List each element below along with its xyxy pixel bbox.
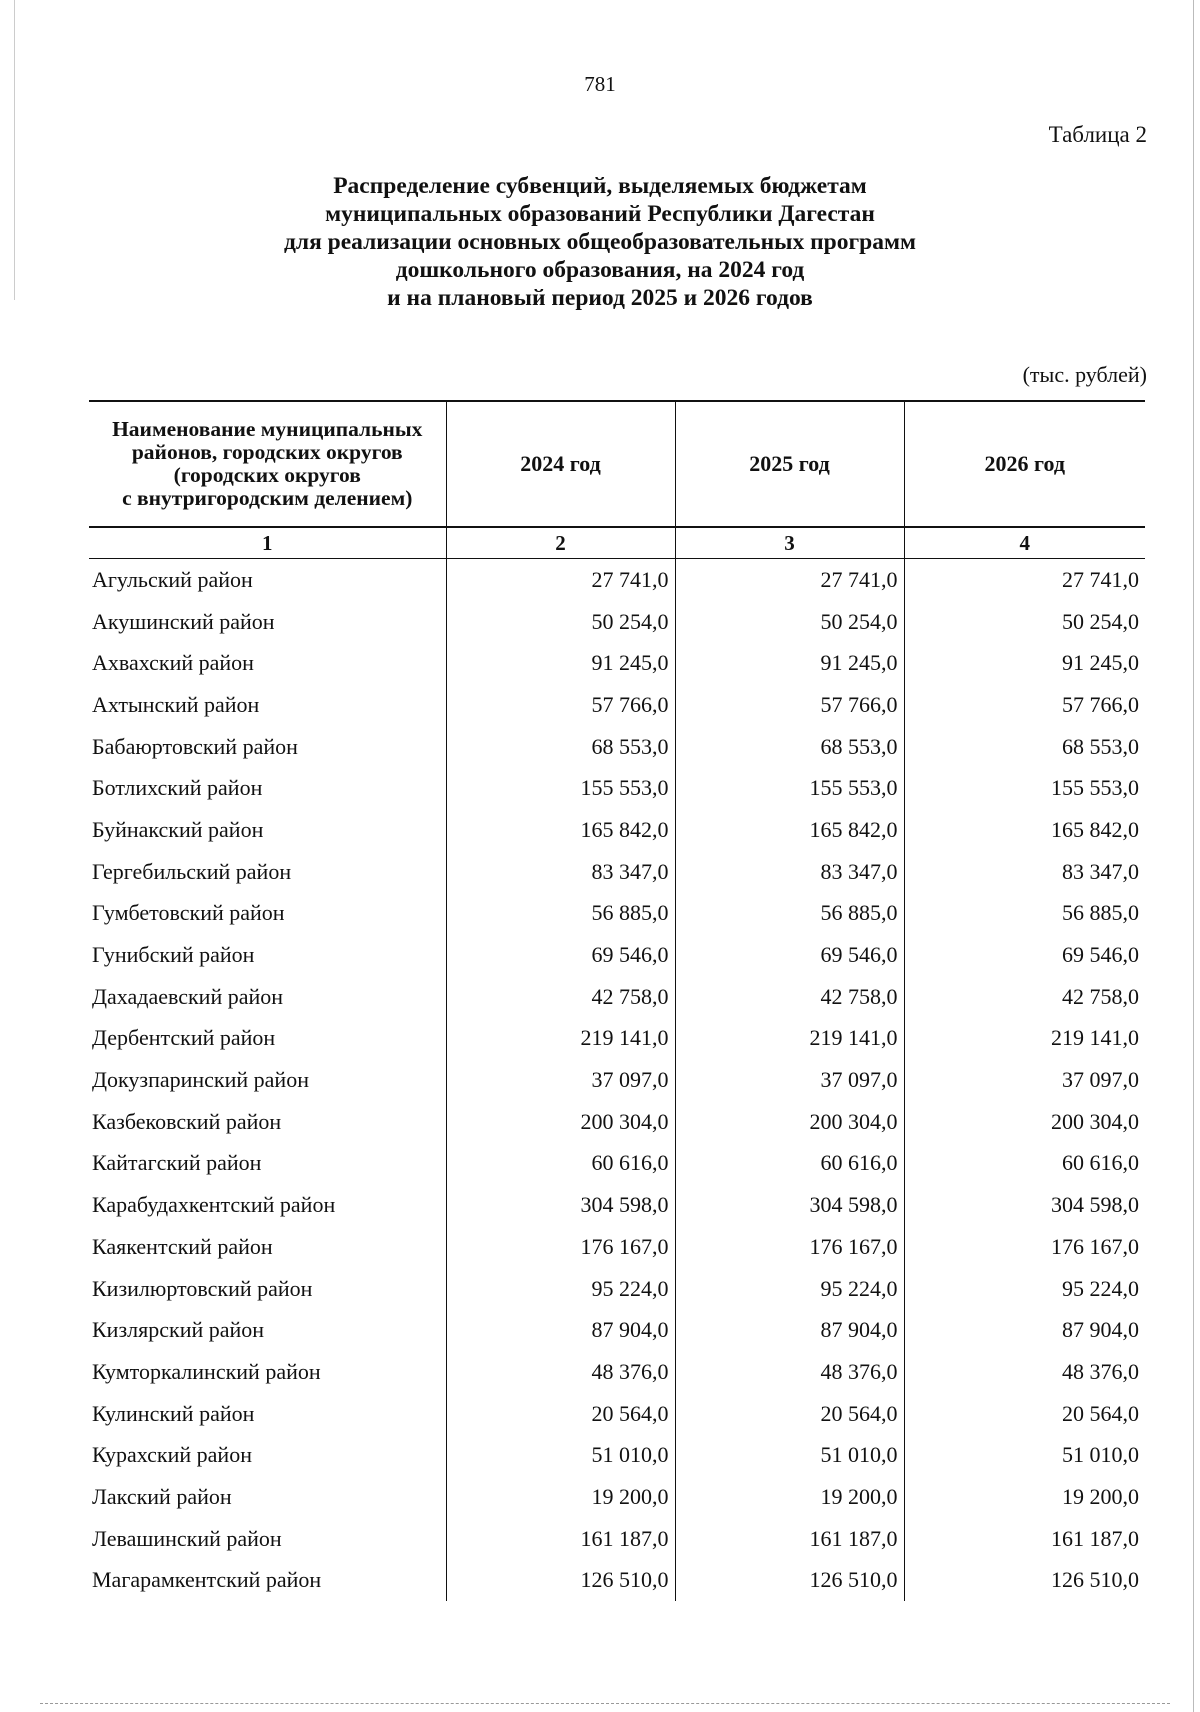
value-2025-cell: 27 741,0 [675,559,904,601]
value-2026-cell: 155 553,0 [904,767,1145,809]
value-2024-cell: 87 904,0 [446,1309,675,1351]
value-2026-cell: 56 885,0 [904,893,1145,935]
value-2024-cell: 60 616,0 [446,1143,675,1185]
value-2026-cell: 83 347,0 [904,851,1145,893]
column-header-2024: 2024 год [446,401,675,527]
value-2026-cell: 60 616,0 [904,1143,1145,1185]
value-2024-cell: 20 564,0 [446,1393,675,1435]
value-2025-cell: 165 842,0 [675,809,904,851]
district-name-cell: Ахтынский район [92,691,260,717]
value-2024-cell: 304 598,0 [446,1184,675,1226]
column-number: 4 [904,527,1145,559]
table-row [89,1560,1145,1602]
value-2024-cell: 165 842,0 [446,809,675,851]
value-2024-cell: 200 304,0 [446,1101,675,1143]
district-name-cell: Докузпаринский район [92,1067,309,1093]
table-row [89,684,1145,726]
value-2026-cell: 51 010,0 [904,1434,1145,1476]
title-line: и на плановый период 2025 и 2026 годов [387,285,813,311]
value-2025-cell: 176 167,0 [675,1226,904,1268]
value-2025-cell: 42 758,0 [675,976,904,1018]
table-row [89,1476,1145,1518]
district-name-cell: Акушинский район [92,608,275,634]
table-row [89,767,1145,809]
table-row [89,1101,1145,1143]
value-2026-cell: 176 167,0 [904,1226,1145,1268]
value-2025-cell: 91 245,0 [675,642,904,684]
value-2024-cell: 27 741,0 [446,559,675,601]
value-2024-cell: 50 254,0 [446,601,675,643]
value-2024-cell: 83 347,0 [446,851,675,893]
table-row [89,1018,1145,1060]
table-row [89,1184,1145,1226]
page-number: 781 [584,72,616,96]
table-row [89,809,1145,851]
value-2025-cell: 57 766,0 [675,684,904,726]
table-header [89,401,1145,559]
district-name-cell: Курахский район [92,1442,252,1468]
district-name-cell: Карабудахкентский район [92,1192,336,1218]
table-row [89,1226,1145,1268]
value-2024-cell: 56 885,0 [446,893,675,935]
value-2026-cell: 200 304,0 [904,1101,1145,1143]
district-name-cell: Магарамкентский район [92,1567,322,1593]
header-name-line: с внутригородским делением) [122,486,413,510]
value-2024-cell: 68 553,0 [446,726,675,768]
value-2024-cell: 91 245,0 [446,642,675,684]
value-2024-cell: 19 200,0 [446,1476,675,1518]
table-row [89,1518,1145,1560]
value-2026-cell: 91 245,0 [904,642,1145,684]
district-name-cell: Ахвахский район [92,650,254,676]
value-2025-cell: 50 254,0 [675,601,904,643]
header-name-line: Наименование муниципальных [112,417,423,441]
column-number: 1 [89,527,446,559]
value-2026-cell: 37 097,0 [904,1059,1145,1101]
units-label: (тыс. рублей) [1022,362,1147,387]
district-name-cell: Дахадаевский район [92,983,284,1009]
value-2024-cell: 48 376,0 [446,1351,675,1393]
district-name-cell: Кайтагский район [92,1150,262,1176]
value-2025-cell: 87 904,0 [675,1309,904,1351]
table-body [89,559,1145,1602]
title-line: для реализации основных общеобразовательных программ [284,229,916,255]
header-row [89,401,1145,527]
value-2025-cell: 219 141,0 [675,1018,904,1060]
value-2024-cell: 69 546,0 [446,934,675,976]
value-2024-cell: 219 141,0 [446,1018,675,1060]
table-row [89,1309,1145,1351]
value-2024-cell: 42 758,0 [446,976,675,1018]
value-2026-cell: 48 376,0 [904,1351,1145,1393]
district-name-cell: Бабаюртовский район [92,733,298,759]
column-header-2025: 2025 год [675,401,904,527]
value-2026-cell: 126 510,0 [904,1560,1145,1602]
column-header-2026: 2026 год [904,401,1145,527]
scan-bottom-edge [40,1703,1170,1704]
scan-edge-left [14,0,15,300]
title-line: муниципальных образований Республики Дагестан [325,201,875,227]
value-2024-cell: 95 224,0 [446,1268,675,1310]
title-line: Распределение субвенций, выделяемых бюджетам [333,173,867,199]
value-2025-cell: 200 304,0 [675,1101,904,1143]
district-name-cell: Кумторкалинский район [92,1358,321,1384]
table-row [89,1059,1145,1101]
value-2026-cell: 161 187,0 [904,1518,1145,1560]
table-row [89,1143,1145,1185]
value-2026-cell: 304 598,0 [904,1184,1145,1226]
table-row [89,851,1145,893]
value-2025-cell: 51 010,0 [675,1434,904,1476]
district-name-cell: Левашинский район [92,1525,282,1551]
column-number-row [89,527,1145,559]
value-2025-cell: 19 200,0 [675,1476,904,1518]
value-2025-cell: 20 564,0 [675,1393,904,1435]
value-2024-cell: 37 097,0 [446,1059,675,1101]
district-name-cell: Буйнакский район [92,816,264,842]
district-name-cell: Дербентский район [92,1025,276,1051]
table-row [89,893,1145,935]
district-name-cell: Кизлярский район [92,1317,265,1343]
district-name-cell: Агульский район [92,566,253,592]
value-2026-cell: 165 842,0 [904,809,1145,851]
table-row [89,1268,1145,1310]
district-name-cell: Гунибский район [92,942,255,968]
value-2025-cell: 304 598,0 [675,1184,904,1226]
header-name-line: районов, городских округов [131,440,403,464]
table-row [89,601,1145,643]
value-2024-cell: 51 010,0 [446,1434,675,1476]
value-2026-cell: 219 141,0 [904,1018,1145,1060]
table-row [89,1434,1145,1476]
table-row [89,976,1145,1018]
value-2024-cell: 126 510,0 [446,1560,675,1602]
district-name-cell: Кизилюртовский район [92,1275,313,1301]
column-number: 2 [446,527,675,559]
table-row [89,1393,1145,1435]
value-2026-cell: 27 741,0 [904,559,1145,601]
district-name-cell: Каякентский район [92,1233,273,1259]
scan-edge-right [1193,0,1194,1712]
value-2026-cell: 95 224,0 [904,1268,1145,1310]
document-title [100,172,1100,312]
table-row [89,1351,1145,1393]
value-2024-cell: 161 187,0 [446,1518,675,1560]
table-label: Таблица 2 [1048,122,1147,147]
value-2024-cell: 176 167,0 [446,1226,675,1268]
value-2026-cell: 20 564,0 [904,1393,1145,1435]
value-2026-cell: 19 200,0 [904,1476,1145,1518]
value-2026-cell: 69 546,0 [904,934,1145,976]
column-header-name [89,401,446,527]
district-name-cell: Кулинский район [92,1400,255,1426]
value-2024-cell: 155 553,0 [446,767,675,809]
value-2024-cell: 57 766,0 [446,684,675,726]
value-2025-cell: 56 885,0 [675,893,904,935]
value-2025-cell: 37 097,0 [675,1059,904,1101]
district-name-cell: Гумбетовский район [92,900,285,926]
value-2026-cell: 87 904,0 [904,1309,1145,1351]
value-2025-cell: 69 546,0 [675,934,904,976]
value-2026-cell: 68 553,0 [904,726,1145,768]
table-row [89,726,1145,768]
value-2025-cell: 48 376,0 [675,1351,904,1393]
value-2025-cell: 161 187,0 [675,1518,904,1560]
value-2026-cell: 42 758,0 [904,976,1145,1018]
table-row [89,559,1145,601]
title-line: дошкольного образования, на 2024 год [395,257,805,283]
value-2025-cell: 68 553,0 [675,726,904,768]
value-2025-cell: 126 510,0 [675,1560,904,1602]
header-name-line: (городских округов [173,463,361,487]
subsidy-table [89,400,1145,1601]
value-2025-cell: 83 347,0 [675,851,904,893]
column-number: 3 [675,527,904,559]
value-2026-cell: 57 766,0 [904,684,1145,726]
district-name-cell: Лакский район [92,1483,232,1509]
table-row [89,642,1145,684]
value-2025-cell: 155 553,0 [675,767,904,809]
district-name-cell: Казбековский район [92,1108,282,1134]
value-2025-cell: 60 616,0 [675,1143,904,1185]
table-row [89,934,1145,976]
district-name-cell: Ботлихский район [92,775,263,801]
value-2025-cell: 95 224,0 [675,1268,904,1310]
value-2026-cell: 50 254,0 [904,601,1145,643]
district-name-cell: Гергебильский район [92,858,292,884]
